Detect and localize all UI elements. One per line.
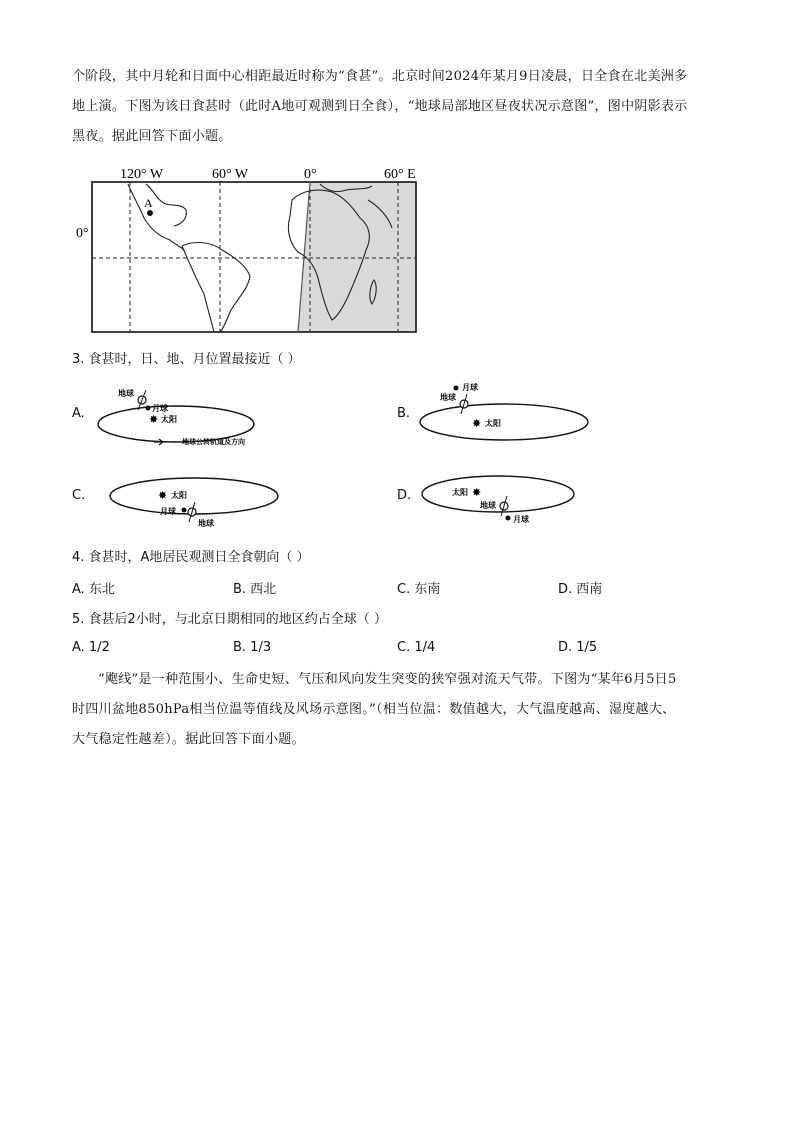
earth-label: 地球 (118, 389, 134, 398)
q5-option-b[interactable]: B. 1/3 (233, 640, 272, 655)
q4-option-b[interactable]: B. 西北 (233, 582, 277, 597)
intro-line-3: 黑夜。据此回答下面小题。 (72, 129, 232, 144)
sun-label: 太阳 (161, 415, 177, 424)
orbit-note: 地球公转轨道及方向 (182, 438, 245, 446)
moon-label: 月球 (462, 383, 478, 392)
intro-line-1: 个阶段，其中月轮和日面中心相距最近时称为“食甚”。北京时间2024年某月9日凌晨，日全食在北美洲多 (72, 69, 688, 84)
q3-option-c-letter[interactable]: C. (72, 488, 86, 503)
orbit-ellipse (420, 404, 588, 440)
q5-option-c[interactable]: C. 1/4 (397, 640, 436, 655)
q4-option-d[interactable]: D. 西南 (558, 582, 603, 597)
q3-option-d-diagram[interactable] (418, 470, 588, 534)
day-night-map (70, 160, 430, 340)
sun-icon: ✸ (158, 489, 168, 502)
lon-label-60e: 60° E (384, 167, 416, 182)
q5-option-a[interactable]: A. 1/2 (72, 640, 110, 655)
q5-option-d[interactable]: D. 1/5 (558, 640, 598, 655)
north-america-outline (128, 184, 186, 250)
lon-label-60w: 60° W (212, 167, 249, 182)
q3-option-d-letter[interactable]: D. (397, 488, 412, 503)
lon-label-0: 0° (304, 167, 317, 182)
sun-label: 太阳 (452, 488, 468, 497)
moon-label: 月球 (152, 404, 168, 413)
sun-icon: ✸ (472, 417, 482, 430)
moon-icon (506, 516, 511, 521)
intro-line-2: 地上演。下图为该日食甚时（此时A地可观测到日全食），“地球局部地区昼夜状况示意图”，图中阴影表示 (72, 99, 688, 114)
moon-label: 月球 (160, 507, 176, 516)
sun-label: 太阳 (485, 419, 501, 428)
sun-label: 太阳 (171, 491, 187, 500)
q3-stem: 3. 食甚时，日、地、月位置最接近（ ） (72, 352, 301, 367)
q4-stem: 4. 食甚时，A地居民观测日全食朝向（ ） (72, 550, 310, 565)
moon-icon (182, 508, 187, 513)
point-a-marker (147, 210, 153, 216)
q3-option-c-diagram[interactable] (104, 472, 284, 534)
orbit-ellipse (422, 476, 574, 512)
q3-option-a-diagram[interactable] (96, 380, 286, 450)
sun-icon: ✸ (472, 486, 482, 499)
sun-icon: ✸ (149, 413, 159, 426)
q3-option-a-letter[interactable]: A. (72, 406, 85, 421)
q4-option-a[interactable]: A. 东北 (72, 582, 115, 597)
moon-icon (454, 386, 459, 391)
passage2-line-2: 时四川盆地850hPa相当位温等值线及风场示意图。”（相当位温：数值越大，大气温度越高、湿度越大、 (72, 702, 676, 717)
q4-option-c[interactable]: C. 东南 (397, 582, 441, 597)
point-a-label: A (144, 196, 153, 210)
passage2-line-1: “飑线”是一种范围小、生命史短、气压和风向发生突变的狭窄强对流天气带。下图为“某年6月5日5 (98, 672, 677, 687)
orbit-ellipse (98, 406, 254, 442)
earth-label: 地球 (480, 501, 496, 510)
moon-icon (146, 406, 151, 411)
south-america-outline (182, 243, 250, 332)
earth-label: 地球 (440, 393, 456, 402)
intro-paragraph (72, 62, 722, 152)
passage2-line-3: 大气稳定性越差）。据此回答下面小题。 (72, 732, 305, 747)
lon-label-120w: 120° W (120, 167, 164, 182)
lat-label-equator: 0° (76, 226, 89, 241)
earth-label: 地球 (198, 519, 214, 528)
q3-option-b-letter[interactable]: B. (397, 406, 411, 421)
q5-stem: 5. 食甚后2小时，与北京日期相同的地区约占全球（ ） (72, 612, 387, 627)
moon-label: 月球 (513, 515, 529, 524)
q3-option-b-diagram[interactable] (416, 378, 596, 444)
passage2-paragraph (72, 665, 722, 755)
